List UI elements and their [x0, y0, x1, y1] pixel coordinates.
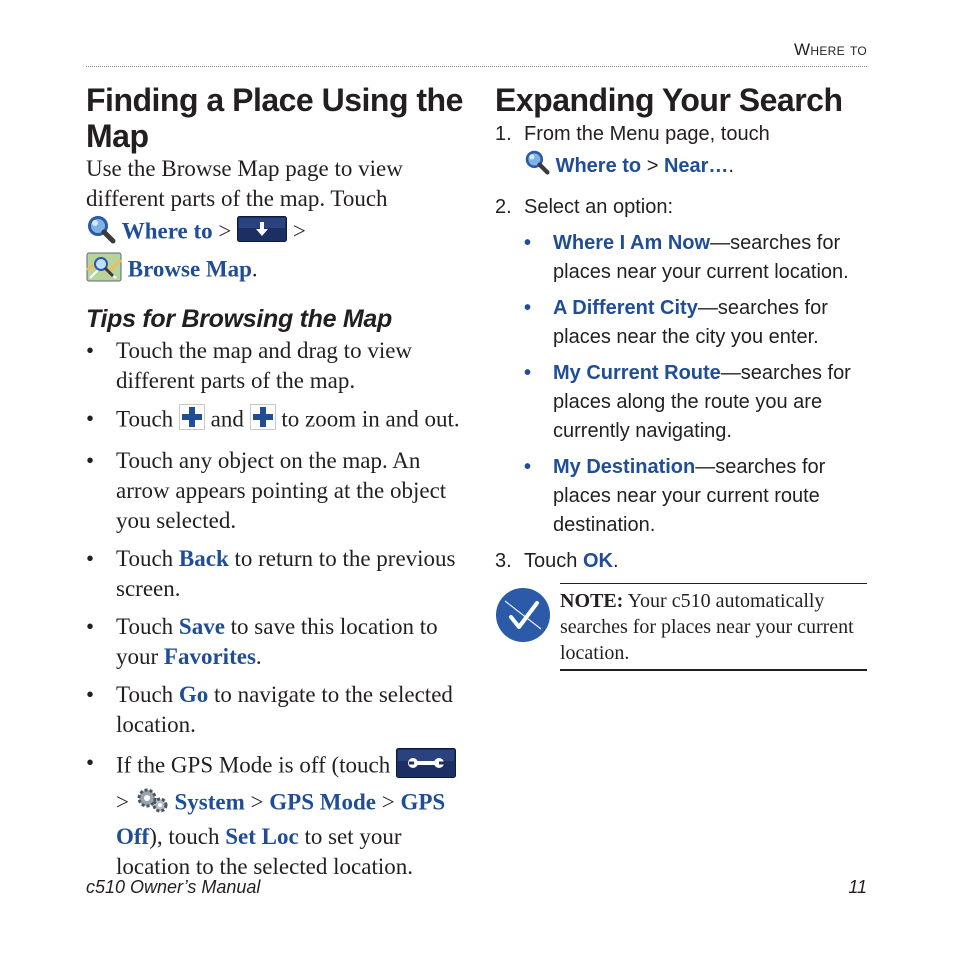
zoom-in-plus-icon[interactable]: [179, 404, 205, 438]
near-link[interactable]: Near…: [663, 154, 729, 177]
tip-text: to return to the previous screen.: [116, 546, 456, 601]
note-callout: [495, 583, 867, 673]
note-checkmark-icon: [495, 587, 551, 648]
bullet: •: [524, 297, 532, 319]
separator: >: [381, 789, 395, 815]
tip-text: ), touch: [149, 824, 220, 849]
tip-text: Touch: [116, 614, 174, 639]
step-number: 3.: [495, 550, 512, 572]
option-description: —searches for places along the route you are currently navigating.: [553, 362, 851, 442]
step-number: 1.: [495, 123, 512, 145]
period: .: [612, 550, 619, 572]
bullet: •: [524, 362, 532, 384]
footer-manual-title: c510 Owner’s Manual: [86, 877, 261, 897]
option-where-i-am-now[interactable]: Where I Am Now: [553, 232, 711, 254]
system-link[interactable]: System: [174, 789, 245, 815]
separator: >: [116, 789, 129, 815]
magnifier-icon: [524, 149, 550, 184]
list-item: [86, 748, 466, 882]
section-title-finding-place: Finding a Place Using the Map: [86, 82, 463, 154]
tip-text: Touch any object on the map. An arrow appears pointing at the object you selected.: [116, 448, 447, 533]
tip-text: Touch the map and drag to view different parts of the map.: [116, 338, 413, 393]
separator: >: [250, 789, 264, 815]
down-arrow-button-icon[interactable]: [237, 216, 287, 250]
bullet: •: [524, 456, 532, 478]
separator: >: [292, 218, 306, 244]
where-to-link[interactable]: Where to: [555, 154, 642, 177]
period: .: [255, 644, 262, 669]
bullet: •: [86, 546, 95, 571]
step-text: Select an option:: [524, 196, 673, 218]
list-item: [86, 446, 466, 536]
header-divider: [86, 66, 867, 67]
option-my-current-route[interactable]: My Current Route: [553, 362, 721, 384]
tip-text: to save this location to your: [116, 614, 438, 669]
list-item: [86, 404, 466, 438]
magnifier-icon: [86, 214, 116, 252]
note-label: NOTE:: [560, 590, 624, 612]
option-description: —searches for places near your current route destination.: [553, 456, 826, 536]
step-3: [495, 547, 867, 576]
list-item: [495, 453, 867, 540]
note-text: Your c510 automatically searches for places near your current location.: [560, 590, 854, 664]
separator: >: [646, 154, 659, 177]
left-column: [86, 82, 466, 882]
where-to-link[interactable]: Where to: [121, 218, 213, 244]
footer-page-number: 11: [848, 877, 867, 897]
step-number: 2.: [495, 196, 512, 218]
period: .: [251, 256, 258, 282]
gps-mode-link[interactable]: GPS Mode: [269, 789, 376, 815]
list-item: [495, 359, 867, 446]
subsection-title-tips: Tips for Browsing the Map: [86, 305, 392, 333]
browse-map-link[interactable]: Browse Map: [127, 256, 252, 282]
bullet: •: [86, 750, 95, 775]
list-item: [495, 229, 867, 287]
list-item: [86, 612, 466, 672]
bullet: •: [86, 682, 95, 707]
option-description: —searches for places near your current location.: [553, 232, 849, 283]
set-loc-link[interactable]: Set Loc: [225, 824, 299, 849]
favorites-link[interactable]: Favorites: [163, 644, 256, 669]
intro-paragraph: [86, 154, 466, 290]
gps-off-link[interactable]: GPS Off: [116, 789, 446, 849]
step-1: [495, 120, 867, 184]
option-description: —searches for places near the city you enter.: [553, 297, 828, 348]
note-text-box: [560, 583, 867, 671]
separator: >: [218, 218, 232, 244]
tip-text: and: [210, 406, 244, 432]
step-2: [495, 193, 867, 222]
option-my-destination[interactable]: My Destination: [553, 456, 696, 478]
tip-text: Touch: [116, 682, 174, 707]
browse-map-icon: [86, 252, 122, 290]
list-item: [86, 544, 466, 604]
right-column: [495, 82, 867, 576]
step-text: From the Menu page, touch: [524, 123, 770, 145]
list-item: [86, 336, 466, 396]
bullet: •: [524, 232, 532, 254]
tips-list: [86, 336, 466, 882]
list-item: [86, 680, 466, 740]
bullet: •: [86, 448, 95, 473]
save-link[interactable]: Save: [178, 614, 225, 639]
intro-text: Use the Browse Map page to view different parts of the map. Touch: [86, 156, 403, 211]
bullet: •: [86, 338, 95, 363]
step-text: Touch: [524, 550, 578, 572]
option-a-different-city[interactable]: A Different City: [553, 297, 698, 319]
period: .: [728, 154, 734, 177]
zoom-out-plus-icon[interactable]: [250, 404, 276, 438]
ok-link[interactable]: OK: [582, 550, 613, 572]
back-link[interactable]: Back: [178, 546, 229, 571]
tip-text: If the GPS Mode is off (touch: [116, 752, 391, 778]
tip-text: to navigate to the selected location.: [116, 682, 453, 737]
tip-text: to set your location to the selected location.: [116, 824, 413, 879]
running-header: Where to: [794, 40, 867, 59]
tip-text: Touch: [116, 406, 174, 432]
bullet: •: [86, 614, 95, 639]
bullet: •: [86, 406, 95, 431]
tip-text: to zoom in and out.: [281, 406, 460, 432]
list-item: [495, 294, 867, 352]
gears-system-icon: [135, 786, 169, 822]
section-title-expanding-search: Expanding Your Search: [495, 82, 843, 118]
go-link[interactable]: Go: [178, 682, 209, 707]
search-options-list: [495, 229, 867, 540]
tip-text: Touch: [116, 546, 174, 571]
wrench-tools-button-icon[interactable]: [396, 748, 456, 786]
